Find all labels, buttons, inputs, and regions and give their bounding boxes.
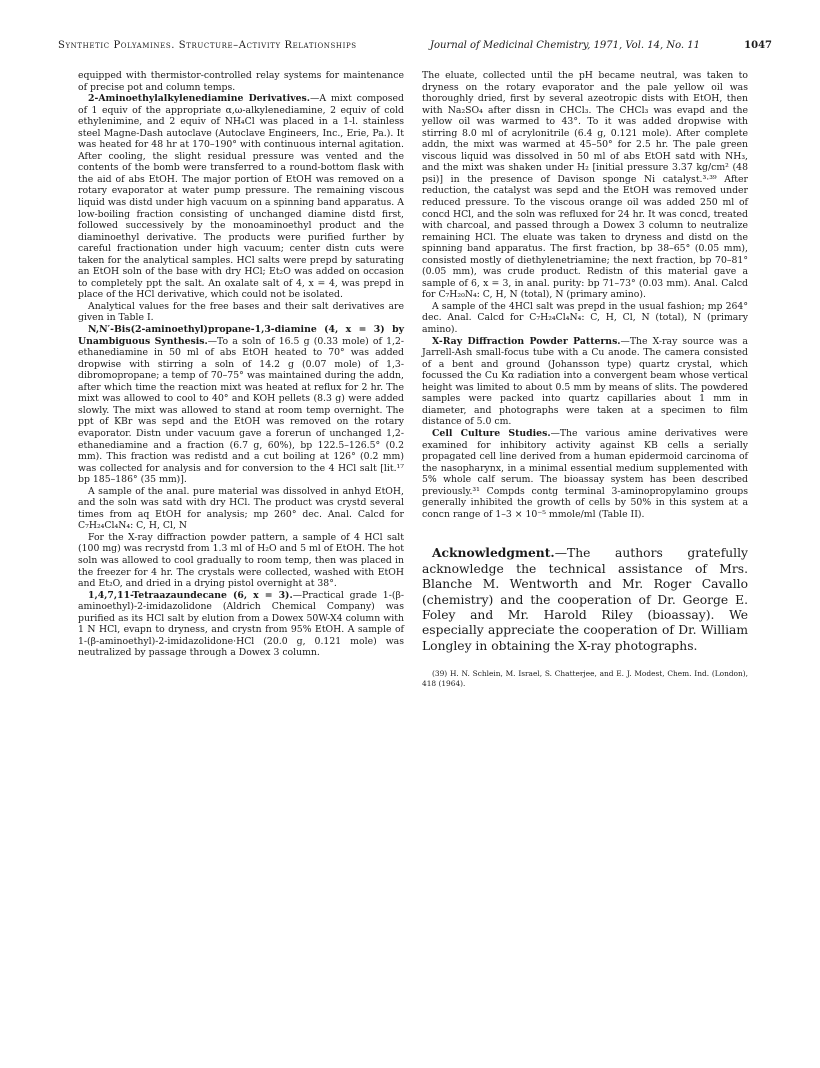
paragraph-body: —The various amine derivatives were examined for inhibitory activity against KB cells a serially propagated cell line derived from a human epidermoid carcinoma of the nasopharynx, in a minimal essential medium supplemented with 5% whole calf serum. The bioassay system has been described previously.³¹ Compds contg terminal 3-aminopropylamino groups generally inhibited the growth of cells by 50% in this system at a concn range of 1–3 × 10⁻⁵ mmole/ml (Table II).: [422, 427, 748, 520]
journal-citation: Journal of Medicinal Chemistry, 1971, Vol. 14, No. 11: [430, 40, 701, 51]
paragraph-cell-culture: [422, 428, 748, 520]
paragraph-derivatives: [78, 93, 404, 301]
running-header: [58, 40, 772, 56]
acknowledgment: [422, 545, 748, 654]
paragraph-xray: [422, 336, 748, 428]
section-heading: 1,4,7,11-Tetraazaundecane (6, x = 3).: [88, 589, 293, 601]
paragraph-body: —To a soln of 16.5 g (0.33 mole) of 1,2-ethanediamine in 50 ml of abs EtOH heated to 70° was added dropwise with stirring a soln of 14.2 g (0.07 mole) of 1,3-dibromopropane; a temp of 70–75° was maintained during the addn, after which time the reaction mixt was heated at reflux for 2 hr. The mixt was allowed to cool to 40° and KOH pellets (8.3 g) were added slowly. The mixt was allowed to stand at room temp overnight. The ppt of KBr was sepd and the EtOH was removed on the rotary evaporator. Distn under vacuum gave a forerun of unchanged 1,2-ethanediamine and a fraction (6.7 g, 60%), bp 122.5–126.5° (0.2 mm). This fraction was redistd and a cut boiling at 126° (0.2 mm) was collected for analysis and for conversion to the 4 HCl salt [lit.¹⁷ bp 185–186° (35 mm)].: [78, 335, 405, 486]
paragraph-analytical: Analytical values for the free bases and their salt derivatives are given in Table I.: [78, 300, 404, 324]
paragraph-body: —A mixt composed of 1 equiv of the appropriate α,ω-alkylenediamine, 2 equiv of cold ethylenimine, and 2 equiv of NH₄Cl was placed in a 1-l. stainless steel Magne-Dash autoclave (Autoclave Engineers, Inc., Erie, Pa.). It was heated for 48 hr at 170–190° with continuous internal agitation. After cooling, the slight residual pressure was vented and the contents of the bomb were transferred to a round-bottom flask with the aid of abs EtOH. The major portion of EtOH was removed on a rotary evaporator at water pump pressure. The remaining viscous liquid was distd under high vacuum on a spinning band apparatus. A low-boiling fraction consisting of unchanged diamine distd first, followed successively by the monoaminoethyl product and the diaminoethyl derivative. The products were purified further by careful fractionation under high vacuum; center distn cuts were taken for the analytical samples. HCl salts were prepd by saturating an EtOH soln of the base with dry HCl; Et₂O was added on occasion to completely ppt the salt. An oxalate salt of 4, x = 4, was prepd in place of the HCl derivative, which could not be isolated.: [78, 93, 404, 301]
paragraph-intro: equipped with thermistor-controlled relay systems for maintenance of precise pot and column temps.: [78, 70, 404, 93]
page-number: 1047: [744, 40, 772, 51]
paragraph-body: —The X-ray source was a Jarrell-Ash small-focus tube with a Cu anode. The camera consisted of a bent and ground (Johansson type) quartz crystal, which focussed the Cu Kα radiation into a convergent beam whose vertical height was limited to about 0.5 mm by means of slits. The powdered samples were packed into quartz capillaries about 1 mm in diameter, and photographs were taken at a specimen to film distance of 5.0 cm.: [422, 335, 748, 428]
right-column: [422, 70, 748, 689]
footnote-reference: (39) H. N. Schlein, M. Israel, S. Chatterjee, and E. J. Modest, Chem. Ind. (London), 418 (1964).: [422, 669, 748, 689]
section-heading: Cell Culture Studies.: [432, 427, 551, 439]
ack-body: —The authors gratefully acknowledge the technical assistance of Mrs. Blanche M. Wentworth and Mr. Roger Cavallo (chemistry) and the cooperation of Dr. George E. Foley and Mr. Harold Riley (bioassay). We especially appreciate the cooperation of Dr. William Longley in obtaining the X-ray photographs.: [422, 546, 748, 653]
paragraph-tetraazaundecane: [78, 590, 404, 659]
section-heading: X-Ray Diffraction Powder Patterns.: [432, 335, 621, 347]
paragraph-bis-synthesis: [78, 324, 404, 486]
running-title: Synthetic Polyamines. Structure–Activity Relationships: [58, 40, 357, 51]
paragraph-body: —Practical grade 1-(β-aminoethyl)-2-imidazolidone (Aldrich Chemical Company) was purified as its HCl salt by elution from a Dowex 50W-X4 column with 1 N HCl, evapn to dryness, and crystn from 95% EtOH. A sample of 1-(β-aminoethyl)-2-imidazolidone·HCl (20.0 g, 0.121 mole) was neutralized by passage through a Dowex 3 column.: [78, 589, 404, 659]
paragraph-xray-sample: For the X-ray diffraction powder pattern, a sample of 4 HCl salt (100 mg) was recrystd from 1.3 ml of H₂O and 5 ml of EtOH. The hot soln was allowed to cool gradually to room temp, then was placed in the freezer for 4 hr. The crystals were collected, washed with EtOH and Et₂O, and dried in a drying pistol overnight at 38°.: [78, 531, 404, 590]
ack-heading: Acknowledgment.: [432, 545, 555, 561]
section-heading: N,N′-Bis(2-aminoethyl)propane-1,3-diamine (4, x = 3) by Unambiguous Synthesis.: [78, 324, 404, 347]
paragraph-anal-sample: A sample of the anal. pure material was dissolved in anhyd EtOH, and the soln was satd with dry HCl. The product was crystd several times from aq EtOH for analysis; mp 260° dec. Anal. Calcd for C₇H₂₄Cl₄N₄: C, H, Cl, N: [78, 485, 404, 532]
paragraph-4hcl-salt: A sample of the 4HCl salt was prepd in the usual fashion; mp 264° dec. Anal. Calcd for C₇H₂₄Cl₄N₄: C, H, Cl, N (total), N (primary amino).: [422, 300, 748, 336]
section-heading: 2-Aminoethylalkylenediamine Derivatives.: [88, 93, 311, 105]
paragraph-eluate: The eluate, collected until the pH became neutral, was taken to dryness on the rotary evaporator and the pale yellow oil was thoroughly dried, first by several azeotropic dists with EtOH, then with Na₂SO₄ after dissn in CHCl₃. The CHCl₃ was evapd and the yellow oil was warmed to 43°. To it was added dropwise with stirring 8.0 ml of acrylonitrile (6.4 g, 0.121 mole). After complete addn, the mixt was warmed at 45–50° for 2.5 hr. The pale green viscous liquid was dissolved in 50 ml of abs EtOH satd with NH₃, and the mixt was shaken under H₂ [initial pressure 3.37 kg/cm² (48 psi)] in the presence of Davison sponge Ni catalyst.³·³⁹ After reduction, the catalyst was sepd and the EtOH was removed under reduced pressure. To the viscous orange oil was added 250 ml of concd HCl, and the soln was refluxed for 24 hr. It was concd, treated with charcoal, and passed through a Dowex 3 column to neutralize remaining HCl. The eluate was taken to dryness and distd on the spinning band apparatus. The first fraction, bp 38–65° (0.05 mm), consisted mostly of diethylenetriamine; the next fraction, bp 70–81° (0.05 mm), was crude product. Redistn of this material gave a sample of 6, x = 3, in anal. purity: bp 71–73° (0.03 mm). Anal. Calcd for C₇H₂₀N₄: C, H, N (total), N (primary amino).: [422, 70, 748, 301]
left-column: [78, 70, 404, 659]
